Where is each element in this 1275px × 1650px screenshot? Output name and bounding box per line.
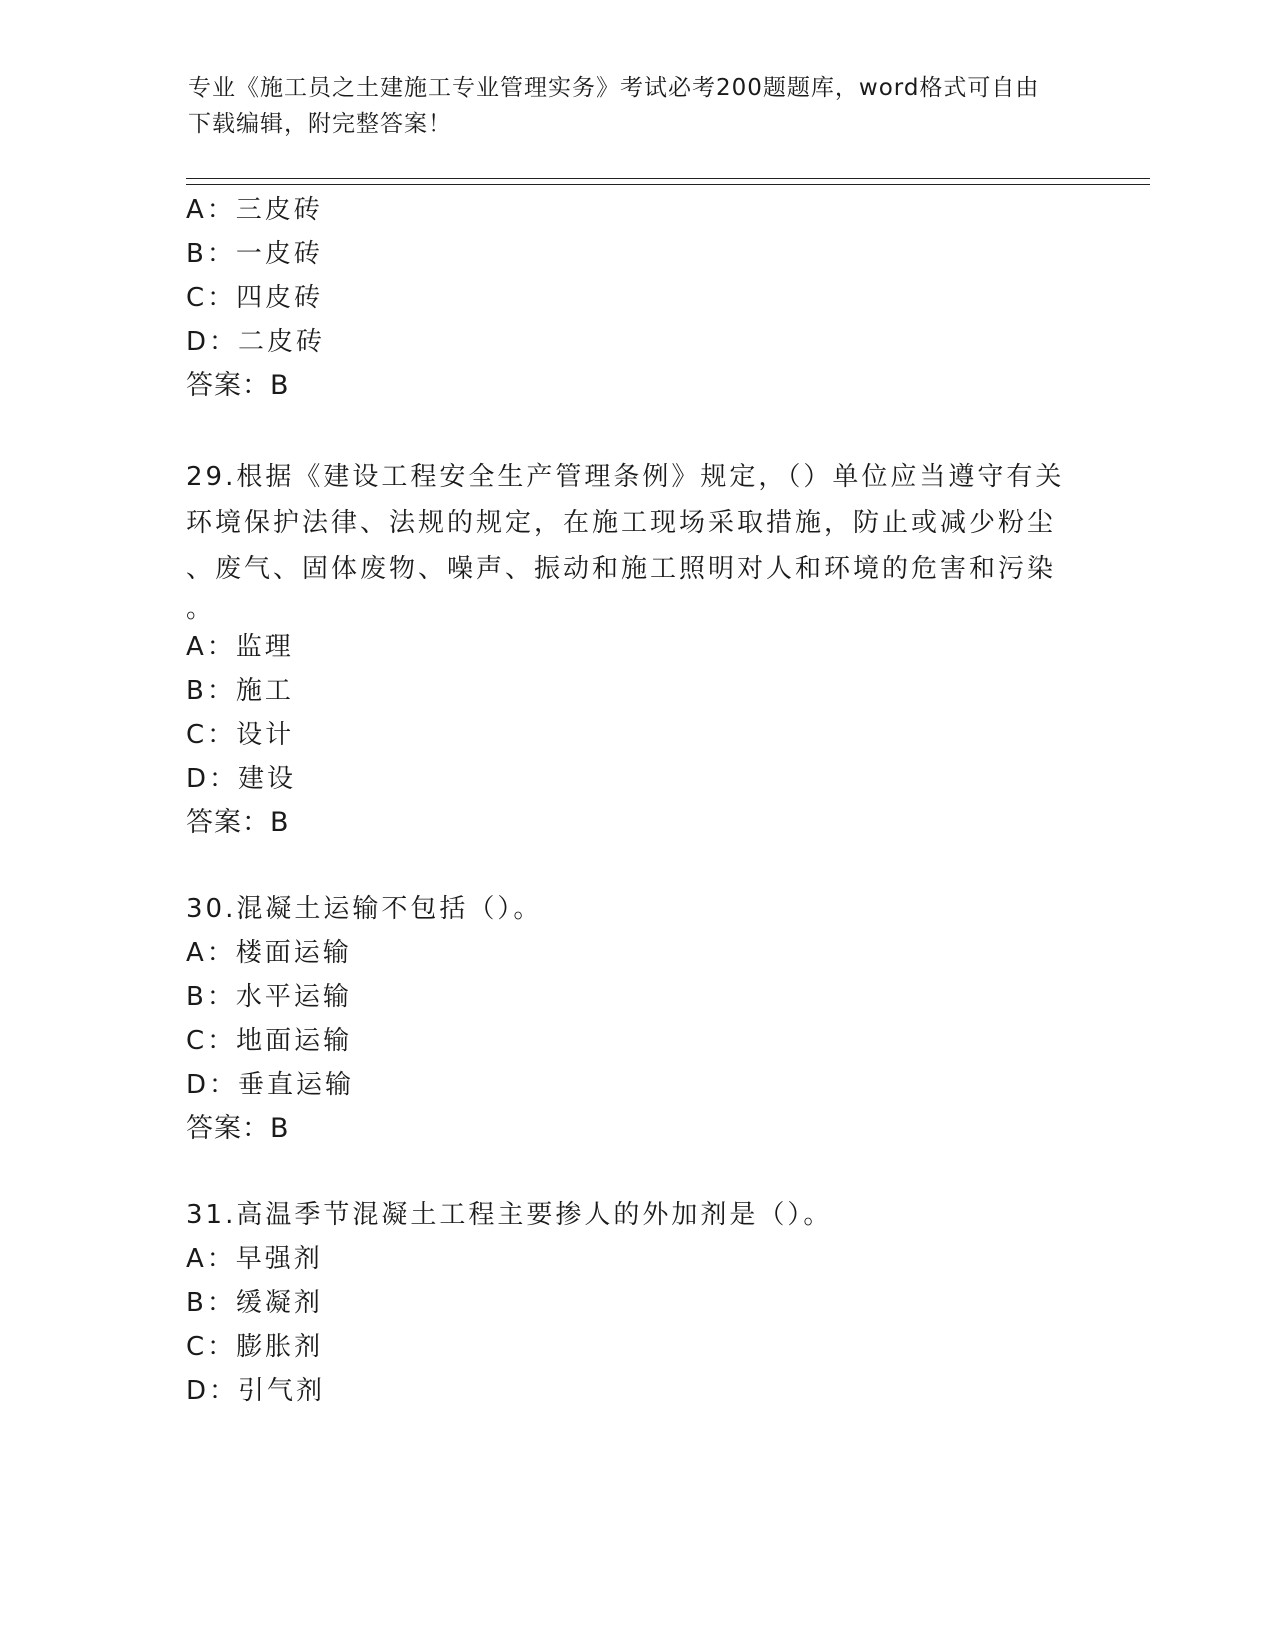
q30-option-d: D：垂直运输	[186, 1070, 355, 1100]
q28-option-a: A：三皮砖	[186, 195, 323, 225]
q31-option-c: C：膨胀剂	[186, 1332, 324, 1362]
q29-stem-line-2: 环境保护法律、法规的规定，在施工现场采取措施，防止或减少粉尘	[186, 508, 1057, 538]
q29-option-d: D：建设	[186, 764, 297, 794]
q31-option-d: D：引气剂	[186, 1376, 326, 1406]
header-divider-top	[186, 178, 1150, 179]
q31-option-b: B：缓凝剂	[186, 1288, 323, 1318]
q29-answer: 答案：B	[186, 807, 290, 838]
q30-answer: 答案：B	[186, 1113, 290, 1144]
q31-stem: 31.高温季节混凝土工程主要掺人的外加剂是（）。	[186, 1200, 833, 1230]
q30-option-a: A：楼面运输	[186, 938, 352, 968]
q28-answer: 答案：B	[186, 370, 290, 401]
header-line-1: 专业《施工员之土建施工专业管理实务》考试必考200题题库，word格式可自由	[188, 75, 1040, 101]
q30-stem: 30.混凝土运输不包括（）。	[186, 894, 543, 924]
q31-option-a: A：早强剂	[186, 1244, 323, 1274]
document-header	[188, 70, 1078, 142]
q29-option-c: C：设计	[186, 720, 295, 750]
q29-option-a: A：监理	[186, 632, 294, 662]
q29-stem-line-1: 29.根据《建设工程安全生产管理条例》规定，（）单位应当遵守有关	[186, 462, 1065, 492]
q29-stem-line-3: 、废气、固体废物、噪声、振动和施工照明对人和环境的危害和污染	[186, 554, 1057, 584]
q29-stem-line-4: 。	[186, 594, 216, 624]
q28-option-d: D：二皮砖	[186, 327, 326, 357]
q29-option-b: B：施工	[186, 676, 294, 706]
q28-option-b: B：一皮砖	[186, 239, 323, 269]
q30-option-c: C：地面运输	[186, 1026, 353, 1056]
header-divider-bottom	[186, 184, 1150, 185]
header-line-2: 下载编辑，附完整答案！	[188, 111, 452, 137]
q28-option-c: C：四皮砖	[186, 283, 324, 313]
q30-option-b: B：水平运输	[186, 982, 352, 1012]
q29-stem	[186, 454, 1086, 626]
